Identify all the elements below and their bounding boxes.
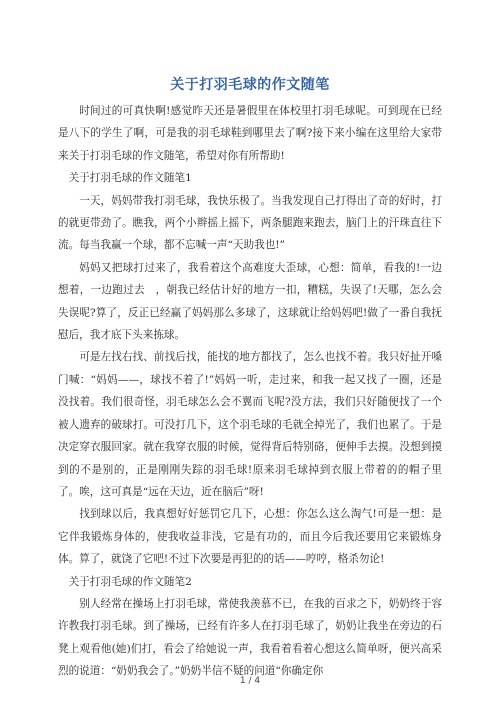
section-heading: 关于打羽毛球的作文随笔1 xyxy=(68,172,192,185)
page-title: 关于打羽毛球的作文随笔 xyxy=(170,77,330,93)
page-number: 1 / 4 xyxy=(239,676,261,686)
paragraph: 找到球以后，我真想好好惩罚它几下，心想：你怎么这么淘气!可是一想：是它伴我锻炼身体的，使我收益非浅，它是有功的，而且今后我还要用它来锻炼身体。算了，就饶了它吧!不过下次要是再犯的的话——哼哼，格杀勿论! xyxy=(58,508,442,566)
paragraph: 时间过的可真快啊!感觉昨天还是暑假里在体校里打羽毛球呢。可到现在已经是八下的学生了啊，可是我的羽毛球鞋到哪里去了啊?接下来小编在这里给大家带来关于打羽毛球的作文随笔，希望对你有所帮助! xyxy=(58,105,442,162)
section-heading: 关于打羽毛球的作文随笔2 xyxy=(68,575,192,588)
paragraph: 可是左找右找、前找后找，能找的地方都找了，怎么也找不着。我只好扯开嗓门喊：“妈妈——，球找不着了!”妈妈一听，走过来，和我一起又找了一圈，还是没找着。我们很奇怪，羽毛球怎么会不翼而飞呢?没方法，我们只好随便找了一个被人遗弃的破球打。可没打几下，这个羽毛球的毛就全掉光了，我们也累了。于是决定穿衣服回家。就在我穿衣服的时候，觉得背后特别硌，便伸手去摸。没想到摸到的不是别的，正是刚刚失踪的羽毛球!原来羽毛球掉到衣服上带着的的帽子里了。唉，这可真是“远在天边，近在脑后”呀! xyxy=(58,351,442,498)
paragraph: 妈妈又把球打过来了，我看着这个高难度大歪球，心想：简单，看我的!一边想着，一边跑过去 ，朝我已经估计好的地方一扣，糟糕，失误了!天哪，怎么会失误呢?算了，反正已经赢了妈妈那么多球了，这球就让给妈妈吧!做了一番自我抚慰后，我才底下头来拣球。 xyxy=(58,261,442,342)
paragraph: 别人经常在操场上打羽毛球，常使我羡慕不已，在我的百求之下，奶奶终于容许教我打羽毛球。到了操场，已经有许多人在打羽毛球了，奶奶让我坐在旁边的石凳上观看他(她)们打，看会了给她说一声，我看着看着心想这么简单呀，便兴高采烈的说道：“奶奶我会了。”奶奶半信不疑的问道“你确定你 xyxy=(58,597,442,678)
article-body xyxy=(58,100,442,683)
paragraph: 一天，妈妈带我打羽毛球，我快乐极了。当我发现自己打得出了奇的好时，打的就更带劲了。瞧我，两个小辫摇上摇下，两条腿跑来跑去，脑门上的汗珠直往下流。每当我赢一个球，都不忘喊一声“天助我也!” xyxy=(58,194,442,252)
